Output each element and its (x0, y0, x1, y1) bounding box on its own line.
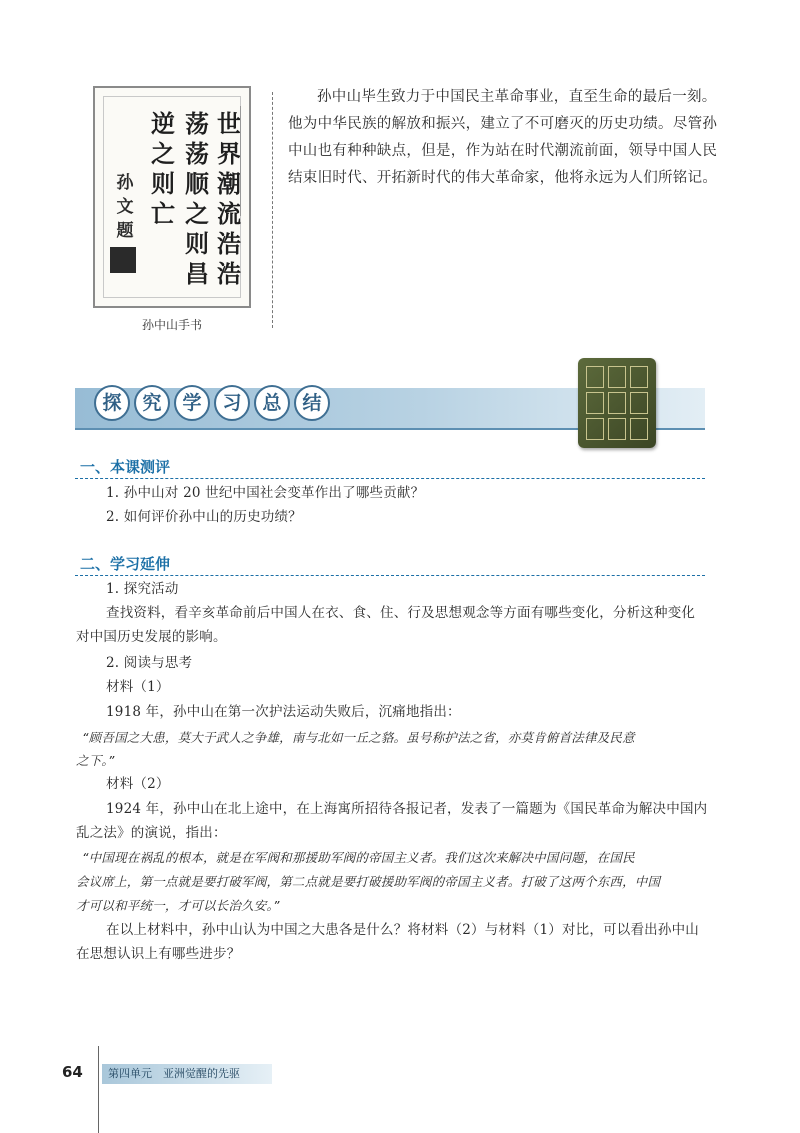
banner-char: 探 (94, 385, 130, 421)
question-2: 2. 如何评价孙中山的历史功绩？ (106, 509, 302, 525)
calligraphy-image (93, 86, 251, 308)
seal-stamp (110, 247, 136, 273)
material-2-quote: “中国现在祸乱的根本，就是在军阀和那援助军阀的帝国主义者。我们这次来解决中国问题，在国民 (82, 850, 635, 865)
section-rule (75, 575, 705, 576)
calligraphy-column-1: 世界潮流浩浩 (217, 109, 241, 288)
column-divider (272, 92, 273, 328)
material-2-intro: 乱之法》的演说，指出： (76, 825, 227, 841)
page-number: 64 (62, 1063, 83, 1081)
calligraphy-column-2: 荡荡顺之则昌 (185, 109, 209, 288)
material-2-quote: 会议席上，第一点就是要打破军阀，第二点就是要打破援助军阀的帝国主义者。打破了这两个东西，中国 (76, 874, 661, 889)
material-1-intro: 1918 年，孙中山在第一次护法运动失败后，沉痛地指出： (106, 704, 461, 720)
reflection-question: 在思想认识上有哪些进步？ (76, 946, 241, 962)
banner-char: 总 (254, 385, 290, 421)
seal-emblem (578, 358, 656, 448)
unit-title: 第四单元 亚洲觉醒的先驱 (102, 1064, 272, 1084)
reflection-question: 在以上材料中，孙中山认为中国之大患各是什么？将材料（2）与材料（1）对比，可以看出孙中山 (106, 922, 699, 938)
material-2-label: 材料（2） (106, 776, 170, 792)
section-rule (75, 478, 705, 479)
activity-text: 查找资料，看辛亥革命前后中国人在衣、食、住、行及思想观念等方面有哪些变化，分析这种变化 (106, 605, 696, 621)
section-heading-extension: 二、学习延伸 (80, 555, 171, 573)
page-edge (240, 106, 247, 216)
image-caption: 孙中山手书 (141, 318, 202, 332)
banner-char: 究 (134, 385, 170, 421)
reading-title: 2. 阅读与思考 (106, 655, 193, 671)
material-1-quote: “顾吾国之大患，莫大于武人之争雄，南与北如一丘之貉。虽号称护法之省，亦莫肯俯首法律及民意 (82, 730, 635, 745)
banner-title (94, 385, 330, 421)
banner-char: 学 (174, 385, 210, 421)
material-2-intro: 1924 年，孙中山在北上途中，在上海寓所招待各报记者，发表了一篇题为《国民革命为解决中国内 (106, 801, 708, 817)
section-heading-assessment: 一、本课测评 (80, 458, 171, 476)
footer-rule (98, 1046, 99, 1133)
material-2-quote: 才可以和平统一，才可以长治久安。” (76, 898, 280, 913)
calligraphy-frame (103, 96, 241, 298)
activity-text: 对中国历史发展的影响。 (76, 629, 227, 645)
calligraphy-signature: 孙文题 (116, 173, 134, 241)
banner-char: 结 (294, 385, 330, 421)
activity-title: 1. 探究活动 (106, 581, 179, 597)
question-1: 1. 孙中山对 20 世纪中国社会变革作出了哪些贡献？ (106, 485, 425, 501)
material-1-quote: 之下。” (76, 753, 115, 768)
banner-char: 习 (214, 385, 250, 421)
intro-paragraph: 孙中山毕生致力于中国民主革命事业，直至生命的最后一刻。他为中华民族的解放和振兴，建立了不可磨灭的历史功绩。尽管孙中山也有种种缺点，但是，作为站在时代潮流前面，领导中国人民结束旧时代、开拓新时代的伟大革命家，他将永远为人们所铭记。 (288, 89, 718, 186)
material-1-label: 材料（1） (106, 679, 170, 695)
calligraphy-column-3: 逆之则亡 (151, 109, 175, 228)
